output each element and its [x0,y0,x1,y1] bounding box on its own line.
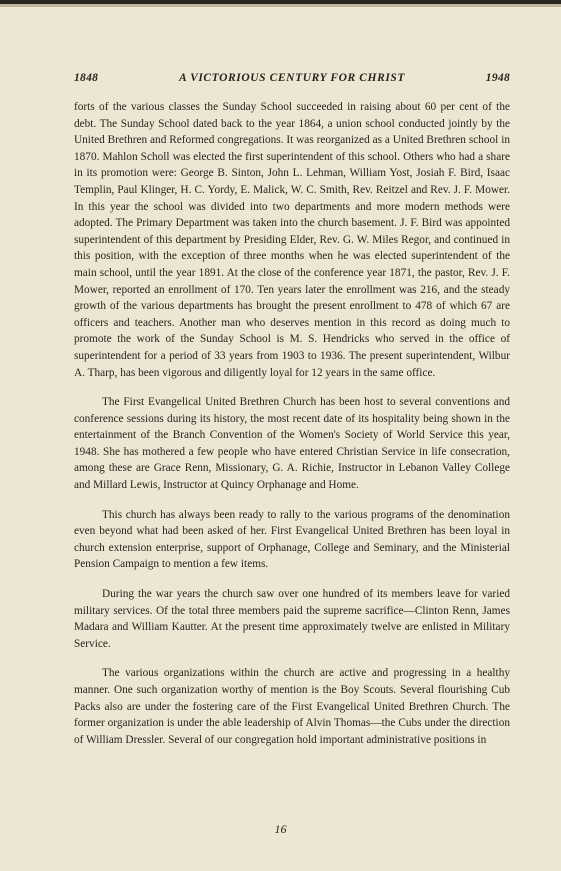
paragraph-conventions: The First Evangelical United Brethren Church has been host to several conventions and conference sessions during its history, the most recent date of its hospitality being shown in the entertainment of the Branch Convention of the Women's Society of World Service this year, 1948. She has mothered a few people who have entered Christian Service in life consecration, among these are Grace Renn, Missionary, G. A. Richie, Instructor in Lebanon Valley College and Millard Lewis, Instructor at Quincy Orphanage and Home. [74,396,510,492]
header-title: A VICTORIOUS CENTURY FOR CHRIST [178,72,406,84]
paragraph-sunday-school: forts of the various classes the Sunday School succeeded in raising about 60 per cent of the debt. The Sunday School dated back to the year 1864, a union school conducted jointly by the United Brethren and Reformed congregations. It was reorganized as a United Brethren school in 1870. Mahlon Scholl was elected the first superintendent of this school. Others who had a share in its promotion were: George B. Sinton, John L. Lehman, William Yost, Josiah F. Bird, Isaac Templin, Paul Klinger, H. C. Yordy, E. Malick, W. C. Smith, Rev. Reitzel and Rev. J. F. Mower. In this year the school was divided into two departments and more modern methods were adopted. The Primary Department was taken into the church basement. J. F. Bird was appointed superintendent of this department by Presiding Elder, Rev. G. W. Miles Regor, and continued in this position, with the exception of three months when he was elected superintendent of the main school, until the year 1891. At the close of the conference year 1871, the pastor, Rev. J. F. Mower, reported an enrollment of 170. Ten years later the enrollment was 216, and the steady growth of the various departments has brought the present enrollment to 478 of which 67 are officers and teachers. Another man who deserves mention in this record as doing much to promote the work of the Sunday School is M. S. Hendricks who served in the office of superintendent for a period of 33 years from 1903 to 1936. The present superintendent, Wilbur A. Tharp, has been vigorous and diligently loyal for 12 years in the same office. [74,101,510,379]
header-left-year: 1848 [74,72,99,84]
paragraph-organizations: The various organizations within the church are active and progressing in a healthy manner. One such organization worthy of mention is the Boy Scouts. Several flourishing Cub Packs also are under the fostering care of the First Evangelical United Brethren Church. The former organization is under the able leadership of Alvin Thomas—the Cubs under the direction of William Dressler. Several of our congregation hold important administrative positions in [74,667,510,746]
running-header [74,72,510,84]
body-text [74,99,510,761]
page-top-edge [0,4,561,7]
paragraph-denomination: This church has always been ready to rally to the various programs of the denomination even beyond what had been asked of her. First Evangelical United Brethren has been loyal in church extension enterprise, support of Orphanage, College and Seminary, and the Ministerial Pension Campaign to mention a few items. [74,508,510,571]
page-number: 16 [274,822,287,836]
paragraph-war-years: During the war years the church saw over one hundred of its members leave for varied military services. Of the total three members paid the supreme sacrifice—Clinton Renn, James Madara and William Kautter. At the present time approximately twelve are enlisted in Military Service. [74,588,510,650]
header-right-year: 1948 [485,72,510,84]
